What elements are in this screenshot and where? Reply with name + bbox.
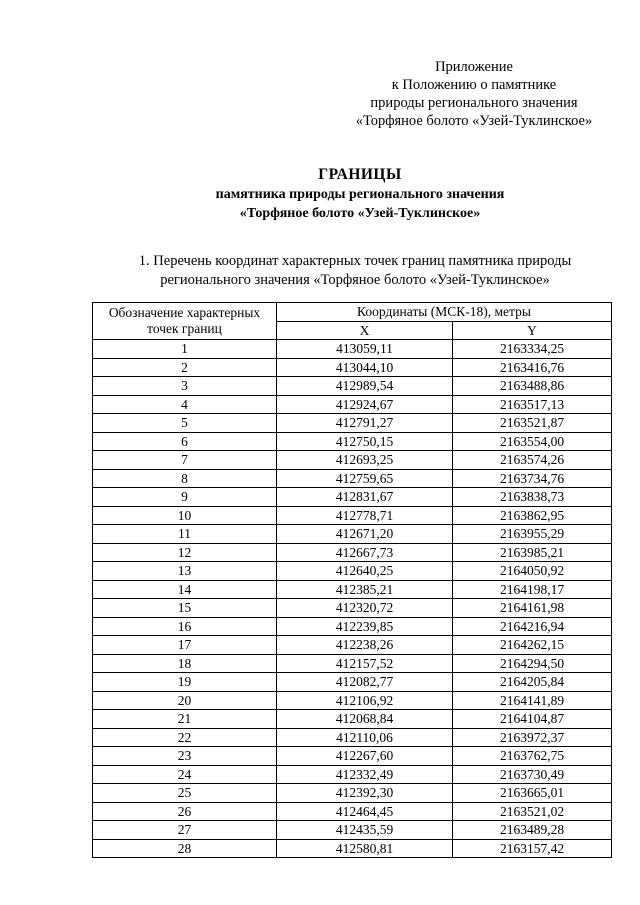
table-row: [93, 802, 612, 821]
table-body: [93, 340, 612, 858]
title-line: памятника природы регионального значения: [215, 187, 505, 202]
y-coordinate-cell: 2163334,25: [453, 340, 612, 359]
table-row: [93, 784, 612, 803]
point-number-cell: 23: [93, 747, 277, 766]
header-y: Y: [453, 321, 612, 340]
y-coordinate-cell: 2164216,94: [453, 617, 612, 636]
table-row: [93, 358, 612, 377]
x-coordinate-cell: 413044,10: [277, 358, 453, 377]
x-coordinate-cell: 412640,25: [277, 562, 453, 581]
table-row: [93, 636, 612, 655]
y-coordinate-cell: 2164262,15: [453, 636, 612, 655]
annex-line: к Положению о памятнике: [391, 77, 557, 93]
point-number-cell: 5: [93, 414, 277, 433]
point-number-cell: 25: [93, 784, 277, 803]
x-coordinate-cell: 412671,20: [277, 525, 453, 544]
point-number-cell: 22: [93, 728, 277, 747]
x-coordinate-cell: 412435,59: [277, 821, 453, 840]
table-row: [93, 673, 612, 692]
y-coordinate-cell: 2163730,49: [453, 765, 612, 784]
document-title: [100, 165, 620, 223]
caption-line: 1. Перечень координат характерных точек границ памятника природы: [138, 253, 572, 269]
x-coordinate-cell: 412392,30: [277, 784, 453, 803]
x-coordinate-cell: 412238,26: [277, 636, 453, 655]
caption-line: регионального значения «Торфяное болото «Узей-Туклинское»: [160, 272, 550, 288]
point-number-cell: 11: [93, 525, 277, 544]
y-coordinate-cell: 2163489,28: [453, 821, 612, 840]
y-coordinate-cell: 2163521,87: [453, 414, 612, 433]
point-number-cell: 24: [93, 765, 277, 784]
point-number-cell: 28: [93, 839, 277, 858]
table-row: [93, 377, 612, 396]
table-row: [93, 543, 612, 562]
point-number-cell: 27: [93, 821, 277, 840]
annex-line: «Торфяное болото «Узей-Туклинское»: [355, 113, 593, 129]
x-coordinate-cell: 412693,25: [277, 451, 453, 470]
y-coordinate-cell: 2163762,75: [453, 747, 612, 766]
table-row: [93, 395, 612, 414]
table-row: [93, 562, 612, 581]
y-coordinate-cell: 2164050,92: [453, 562, 612, 581]
x-coordinate-cell: 412464,45: [277, 802, 453, 821]
table-row: [93, 617, 612, 636]
point-number-cell: 3: [93, 377, 277, 396]
y-coordinate-cell: 2163554,00: [453, 432, 612, 451]
table-row: [93, 839, 612, 858]
y-coordinate-cell: 2164141,89: [453, 691, 612, 710]
table-row: [93, 580, 612, 599]
point-number-cell: 20: [93, 691, 277, 710]
header-point-line: Обозначение характерных: [108, 305, 261, 320]
table-row: [93, 599, 612, 618]
x-coordinate-cell: 412759,65: [277, 469, 453, 488]
table-row: [93, 525, 612, 544]
point-number-cell: 19: [93, 673, 277, 692]
y-coordinate-cell: 2163488,86: [453, 377, 612, 396]
annex-line: природы регионального значения: [370, 95, 578, 111]
point-number-cell: 12: [93, 543, 277, 562]
header-point: [93, 303, 277, 340]
y-coordinate-cell: 2163521,02: [453, 802, 612, 821]
table-row: [93, 488, 612, 507]
x-coordinate-cell: 412157,52: [277, 654, 453, 673]
y-coordinate-cell: 2163157,42: [453, 839, 612, 858]
x-coordinate-cell: 412667,73: [277, 543, 453, 562]
point-number-cell: 2: [93, 358, 277, 377]
point-number-cell: 13: [93, 562, 277, 581]
table-row: [93, 728, 612, 747]
point-number-cell: 9: [93, 488, 277, 507]
table-row: [93, 414, 612, 433]
x-coordinate-cell: 412791,27: [277, 414, 453, 433]
table-row: [93, 432, 612, 451]
x-coordinate-cell: 412831,67: [277, 488, 453, 507]
table-row: [93, 340, 612, 359]
x-coordinate-cell: 413059,11: [277, 340, 453, 359]
table-row: [93, 747, 612, 766]
header-x: X: [277, 321, 453, 340]
y-coordinate-cell: 2163862,95: [453, 506, 612, 525]
y-coordinate-cell: 2163665,01: [453, 784, 612, 803]
x-coordinate-cell: 412110,06: [277, 728, 453, 747]
point-number-cell: 26: [93, 802, 277, 821]
point-number-cell: 8: [93, 469, 277, 488]
point-number-cell: 7: [93, 451, 277, 470]
header-coords: Координаты (МСК-18), метры: [277, 303, 612, 322]
point-number-cell: 6: [93, 432, 277, 451]
y-coordinate-cell: 2164205,84: [453, 673, 612, 692]
x-coordinate-cell: 412082,77: [277, 673, 453, 692]
x-coordinate-cell: 412106,92: [277, 691, 453, 710]
table-row: [93, 765, 612, 784]
x-coordinate-cell: 412332,49: [277, 765, 453, 784]
x-coordinate-cell: 412320,72: [277, 599, 453, 618]
header-point-line: точек границ: [147, 321, 222, 336]
point-number-cell: 15: [93, 599, 277, 618]
y-coordinate-cell: 2163838,73: [453, 488, 612, 507]
table-header-row: [93, 303, 612, 322]
y-coordinate-cell: 2163972,37: [453, 728, 612, 747]
table-row: [93, 821, 612, 840]
table-caption: [95, 252, 615, 290]
y-coordinate-cell: 2163416,76: [453, 358, 612, 377]
y-coordinate-cell: 2164198,17: [453, 580, 612, 599]
y-coordinate-cell: 2163985,21: [453, 543, 612, 562]
table-row: [93, 710, 612, 729]
x-coordinate-cell: 412778,71: [277, 506, 453, 525]
x-coordinate-cell: 412267,60: [277, 747, 453, 766]
y-coordinate-cell: 2163955,29: [453, 525, 612, 544]
y-coordinate-cell: 2163574,26: [453, 451, 612, 470]
x-coordinate-cell: 412580,81: [277, 839, 453, 858]
point-number-cell: 21: [93, 710, 277, 729]
annex-header: [340, 58, 608, 130]
point-number-cell: 10: [93, 506, 277, 525]
table-row: [93, 506, 612, 525]
y-coordinate-cell: 2163517,13: [453, 395, 612, 414]
x-coordinate-cell: 412989,54: [277, 377, 453, 396]
title-line: «Торфяное болото «Узей-Туклинское»: [239, 206, 481, 221]
table-row: [93, 451, 612, 470]
point-number-cell: 17: [93, 636, 277, 655]
y-coordinate-cell: 2163734,76: [453, 469, 612, 488]
point-number-cell: 4: [93, 395, 277, 414]
table-row: [93, 469, 612, 488]
table-row: [93, 691, 612, 710]
table-row: [93, 654, 612, 673]
x-coordinate-cell: 412239,85: [277, 617, 453, 636]
x-coordinate-cell: 412385,21: [277, 580, 453, 599]
x-coordinate-cell: 412924,67: [277, 395, 453, 414]
point-number-cell: 14: [93, 580, 277, 599]
x-coordinate-cell: 412068,84: [277, 710, 453, 729]
point-number-cell: 1: [93, 340, 277, 359]
title-heading: ГРАНИЦЫ: [318, 166, 402, 183]
x-coordinate-cell: 412750,15: [277, 432, 453, 451]
y-coordinate-cell: 2164161,98: [453, 599, 612, 618]
point-number-cell: 18: [93, 654, 277, 673]
y-coordinate-cell: 2164294,50: [453, 654, 612, 673]
y-coordinate-cell: 2164104,87: [453, 710, 612, 729]
point-number-cell: 16: [93, 617, 277, 636]
coordinates-table: [92, 302, 612, 858]
annex-line: Приложение: [435, 59, 513, 75]
